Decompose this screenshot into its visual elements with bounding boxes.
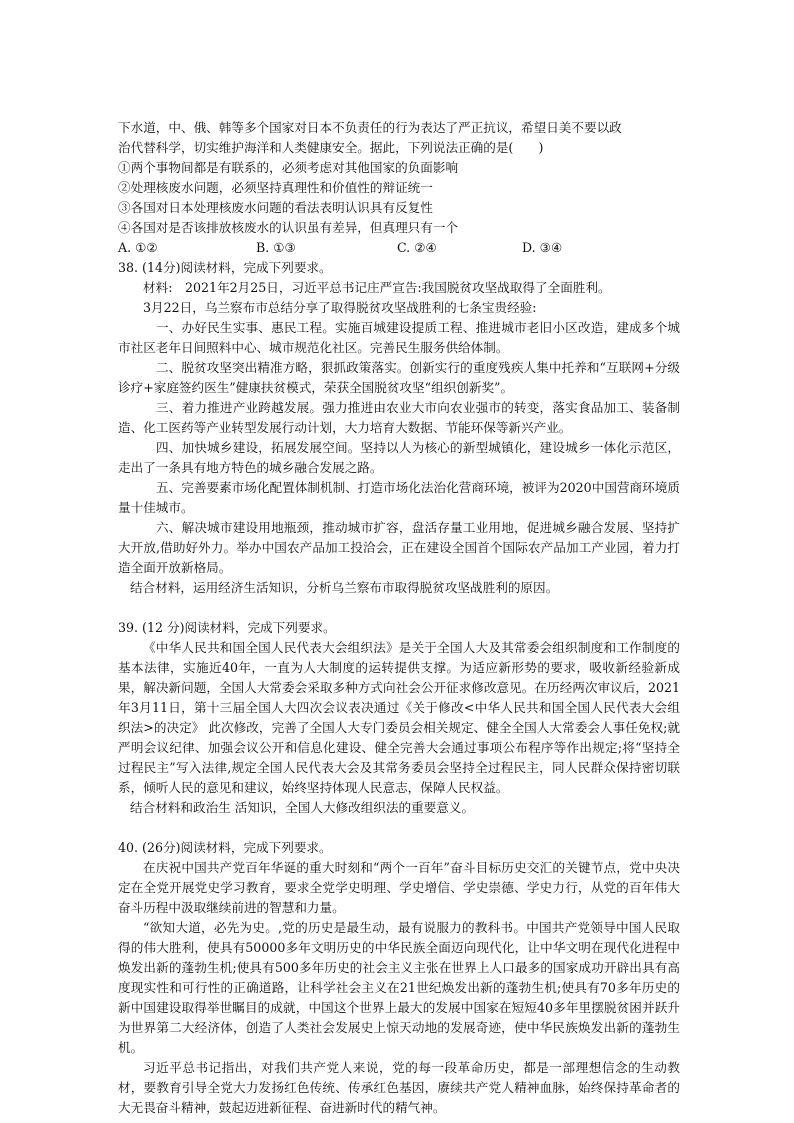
q37-stem-line1: 下水道，中、俄、韩等多个国家对日本不负责任的行为表达了严正抗议，希望日美不要以政: [118, 120, 622, 135]
q38-point-3: 三、着力推进产业跨越发展。强力推进由农业大市向农业强市的转变，落实食品加工、装备制造、化工医药等产业转型发展行动计划，大力培育大数据、节能环保等新兴产业。: [118, 400, 680, 435]
q40-para2: “欲知大道，必先为史。,党的历史是最生动，最有说服力的教科书。中国共产党领导中国人民取得的伟大胜利，使具有50000多年文明历史的中华民族全面迈向现代化，让中华文明在现代化进程中焕发出新的蓬勃生机;使具有500多年历史的社会主义主张在世界上人口最多的国家成功开辟出具有高度现实性和可行性的正确道路，让科学社会主义在21世纪焕发出新的蓬勃生机;使具有70多年历史的新中国建设取得举世瞩目的成就，中国这个世界上最大的发展中国家在短短40多年里摆脱贫困并跃升为世界第二大经济体，创造了人类社会发展史上惊天动地的发展奇迹，使中华民族焕发出新的蓬勃生机。: [118, 920, 680, 1055]
q38-point-2: 二、脱贫攻坚突出精准方略，狠抓政策落实。创新实行的重度残疾人集中托养和“互联网+分级诊疗+家庭签约医生”健康扶贫模式，荣获全国脱贫攻坚“组织创新奖”。: [118, 360, 680, 395]
q39-header: 39. (12 分)阅读材料，完成下列要求。: [118, 620, 336, 635]
q38-material-intro: 材料: 2021年2月25日，习近平总书记庄严宣告:我国脱贫攻坚战取得了全面胜利。: [143, 280, 611, 295]
exam-page: [118, 118, 680, 1118]
spacer: [118, 598, 680, 618]
choice-b: B. ①③: [256, 240, 296, 255]
q39-task: 结合材料和政治生 活知识，全国人大修改组织法的重要意义。: [130, 800, 475, 815]
choice-d: D. ③④: [522, 240, 563, 255]
q39-body: 《中华人民共和国全国人民代表大会组织法》是关于全国人大及其常委会组织制度和工作制度的基本法律，实施近40年，一直为人大制度的运转提供支撑。为适应新形势的要求，吸收新经验新成果，解决新问题，全国人大常委会采取多种方式向社会公开征求修改意见。在历经两次审议后，2021年3月11日，第十三届全国人大四次会议表决通过《关于修改<中华人民共和国全国人民代表大会组织法>的决定》 此次修改，完善了全国人大专门委员会相关规定、健全全国人大常委会人事任免权;就严明会议纪律、加强会议公开和信息化建设、健全完善大会通过事项公布程序等作出规定;将“坚持全过程民主”写入法律,规定全国人民代表大会及其常务委员会坚持全过程民主，同人民群众保持密切联系，倾听人民的意见和建议，始终坚持体现人民意志，保障人民权益。: [118, 640, 680, 795]
q40-header: 40. (26分)阅读材料，完成下列要求。: [118, 840, 332, 855]
q37-statement-1: ①两个事物间都是有联系的，必须考虑对其他国家的负面影响: [118, 160, 459, 175]
spacer: [118, 818, 680, 838]
q37-stem-line2: 治代替科学，切实维护海洋和人类健康安全。据此，下列说法正确的是( ): [118, 140, 544, 155]
q37-statement-4: ④各国对是否该排放核废水的认识虽有差异，但真理只有一个: [118, 220, 459, 235]
q38-material-line2: 3月22日，乌兰察布市总结分享了取得脱贫攻坚战胜利的七条宝贵经验:: [143, 300, 537, 315]
q38-header: 38. (14分)阅读材料，完成下列要求。: [118, 260, 332, 275]
q37-statement-2: ②处理核废水问题，必须坚持真理性和价值性的辩证统一: [118, 180, 433, 195]
choice-c: C. ②④: [397, 240, 437, 255]
choice-a: A. ①②: [118, 240, 158, 255]
q40-para1: 在庆祝中国共产党百年华诞的重大时刻和“两个一百年”奋斗目标历史交汇的关键节点，党中央决定在全党开展党史学习教育，要求全党学史明理、学史增信、学史崇德、学史力行，从党的百年伟大奋斗历程中汲取继续前进的智慧和力量。: [118, 860, 680, 915]
q38-point-6: 六、解决城市建设用地瓶颈，推动城市扩容，盘活存量工业用地，促进城乡融合发展、坚持扩大开放,借助好外力。举办中国农产品加工投洽会，正在建设全国首个国际农产品加工产业园，着力打造全面开放新格局。: [118, 520, 680, 575]
q38-point-4: 四、加快城乡建设，拓展发展空间。坚持以人为核心的新型城镇化，建设城乡一体化示范区，走出了一条具有地方特色的城乡融合发展之路。: [118, 440, 680, 475]
q40-para3: 习近平总书记指出，对我们共产党人来说，党的每一段革命历史，都是一部理想信念的生动教材，要教育引导全党大力发扬红色传统、传承红色基因，赓续共产党人精神血脉，始终保持革命者的大无畏奋斗精神，鼓起迈进新征程、奋进新时代的精气神。: [118, 1060, 680, 1115]
q37-choices: [118, 238, 680, 258]
q38-point-1: 一、办好民生实事、惠民工程。实施百城建设提质工程、推进城市老旧小区改造，建成多个城市社区老年日间照料中心、城市规范化社区。完善民生服务供给体制。: [118, 320, 680, 355]
q37-statement-3: ③各国对日本处理核废水问题的看法表明认识具有反复性: [118, 200, 433, 215]
q38-point-5: 五、完善要素市场化配置体制机制、打造市场化法治化营商环境，被评为2020中国营商环境质量十佳城市。: [118, 480, 680, 515]
q38-task: 结合材料，运用经济生活知识，分析乌兰察布市取得脱贫攻坚战胜利的原因。: [130, 580, 559, 595]
